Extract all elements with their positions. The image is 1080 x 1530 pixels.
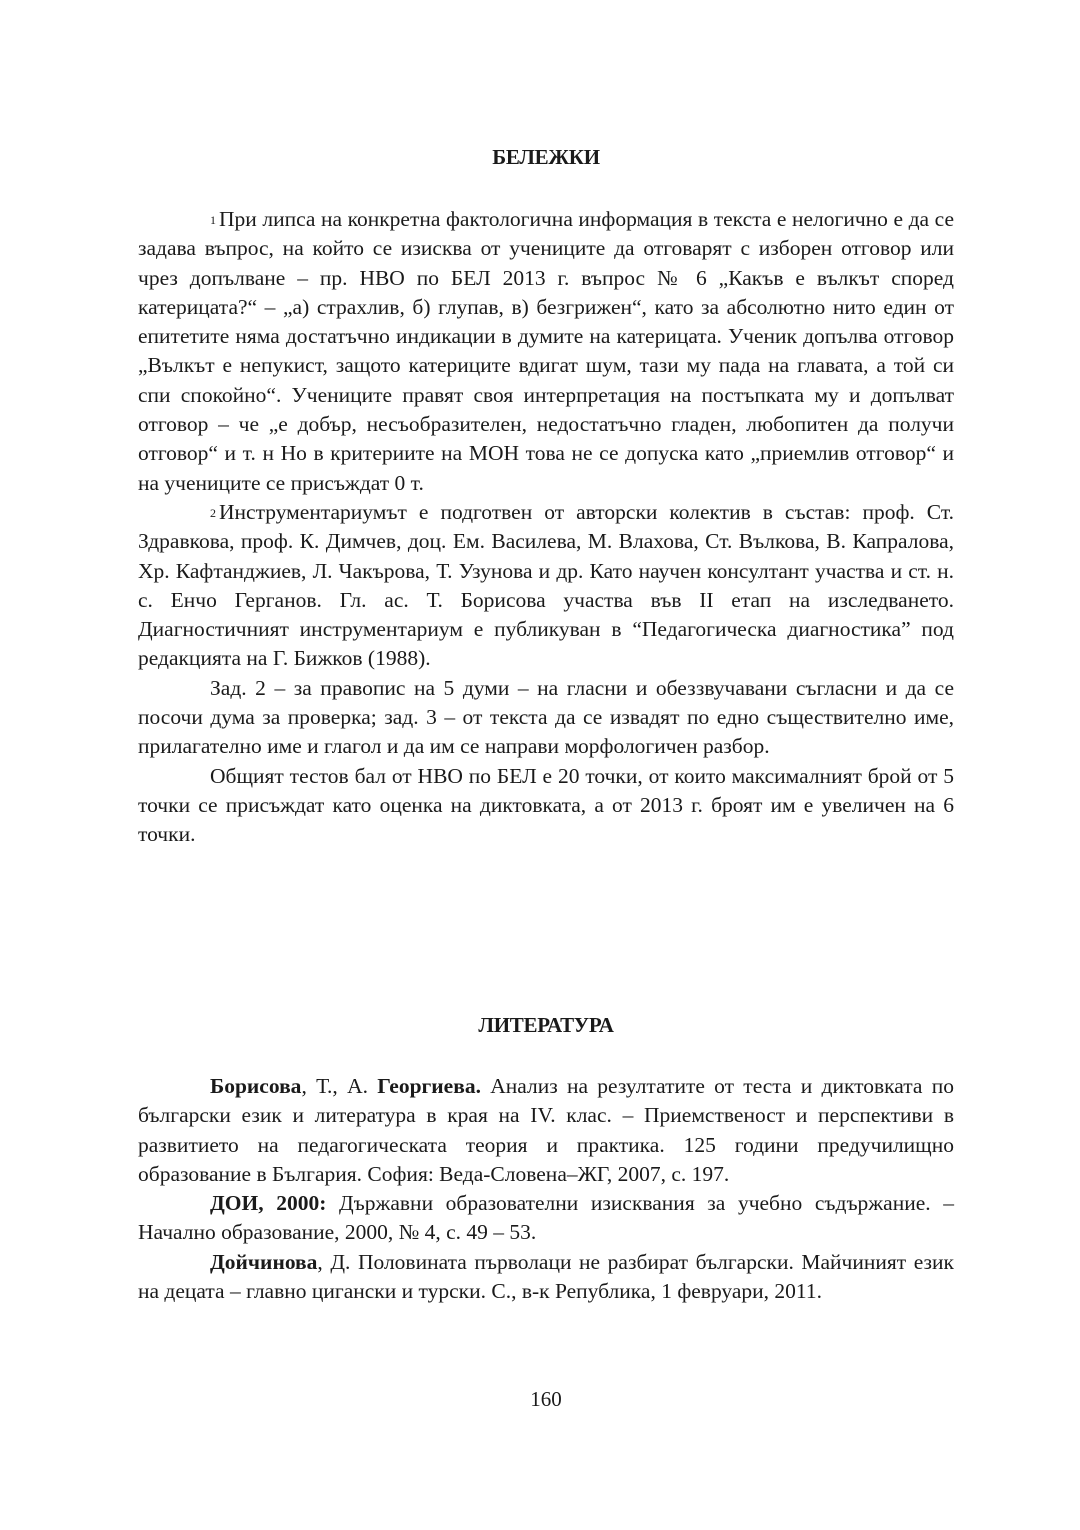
note-paragraph-2 xyxy=(138,498,954,674)
note-text-2: Инструментариумът е подготвен от авторски колектив в състав: проф. Ст. Здравкова, проф. К. Димчев, доц. Ем. Василева, М. Влахова, Ст. Вълкова, В. Капралова, Хр. Кафтанджиев, Л. Чакърова, Т. Узунова и др. Като научен консултант участва и ст. н. с. Енчо Герганов. Гл. ас. Т. Борисова участва във II етап на изследването. Диагностичният инструментариум е публикуван в “Педагогическа диагностика” под редакцията на Г. Бижков (1988). xyxy=(138,499,954,671)
footnote-marker-1: 1 xyxy=(210,213,216,227)
note-text-1: При липса на конкретна фактологична информация в текста е нелогично е да се задава въпрос, на който се изисква от учениците да отговарят с изборен отговор или чрез допълване – пр. НВО по БЕЛ 2013 г. въпрос № 6 „Какъв е вълкът според катерицата?“ – „а) страхлив, б) глупав, в) безгрижен“, като за абсолютно нито един от епитетите няма достатъчно индикации в думите на катерицата. Ученик допълва отговор „Вълкът е непукист, защото катериците вдигат шум, тази му пада на главата, а той си спи спокойно“. Учениците правят своя интерпретация на постъпката му и допълват отговор – че „е добър, несъобразителен, недостатъчно гладен, любопитен да получи отговор“ и т. н Но в критериите на МОН това не се допуска като „приемлив отговор“ и на учениците се присъждат 0 т. xyxy=(138,207,954,495)
note-text-4: Общият тестов бал от НВО по БЕЛ е 20 точки, от които максималният брой от 5 точки се присъждат като оценка на диктовката, а от 2013 г. броят им е увеличен на 6 точки. xyxy=(138,763,954,847)
reference-entry xyxy=(138,1189,954,1248)
footnote-marker-2: 2 xyxy=(210,505,216,520)
reference-text: , Д. Половината първолаци не разбират български. Майчиният език на децата – главно цигански и турски. С., в-к Република, 1 февруари, 2011. xyxy=(138,1249,954,1304)
reference-coauthor: Георгиева. xyxy=(377,1074,481,1098)
note-paragraph-1 xyxy=(138,205,954,498)
note-text-3: Зад. 2 – за правопис на 5 думи – на гласни и обеззвучавани съгласни и да се посочи дума за проверка; зад. 3 – от текста да се извадят по едно съществително име, прилагателно име и глагол и да им се направи морфологичен разбор. xyxy=(138,675,954,759)
reference-text: Държавни образователни изисквания за учебно съдържание. – Начално образование, 2000, № 4, с. 49 – 53. xyxy=(138,1191,954,1245)
notes-section xyxy=(138,205,954,850)
reference-text: Анализ на резултатите от теста и диктовката по български език и литература в края на IV. клас. – Приемственост и перспективи в развитието на педагогическата теория и практика. 125 години предучилищно образование в България. София: Веда-Словена–ЖГ, 2007, с. 197. xyxy=(138,1074,954,1186)
note-paragraph-4 xyxy=(138,762,954,850)
reference-entry xyxy=(138,1248,954,1307)
note-paragraph-3 xyxy=(138,674,954,762)
notes-heading: БЕЛЕЖКИ xyxy=(492,145,600,169)
reference-author: ДОИ, 2000: xyxy=(210,1191,327,1216)
reference-author: Дойчинова xyxy=(210,1249,318,1274)
reference-author-initials: , Т., А. xyxy=(301,1074,378,1098)
reference-entry xyxy=(138,1072,954,1189)
literature-section xyxy=(138,1072,954,1306)
page-number: 160 xyxy=(530,1387,562,1411)
literature-heading: ЛИТЕРАТУРА xyxy=(478,1013,614,1037)
document-page xyxy=(138,0,954,1530)
reference-author: Борисова xyxy=(210,1074,302,1098)
